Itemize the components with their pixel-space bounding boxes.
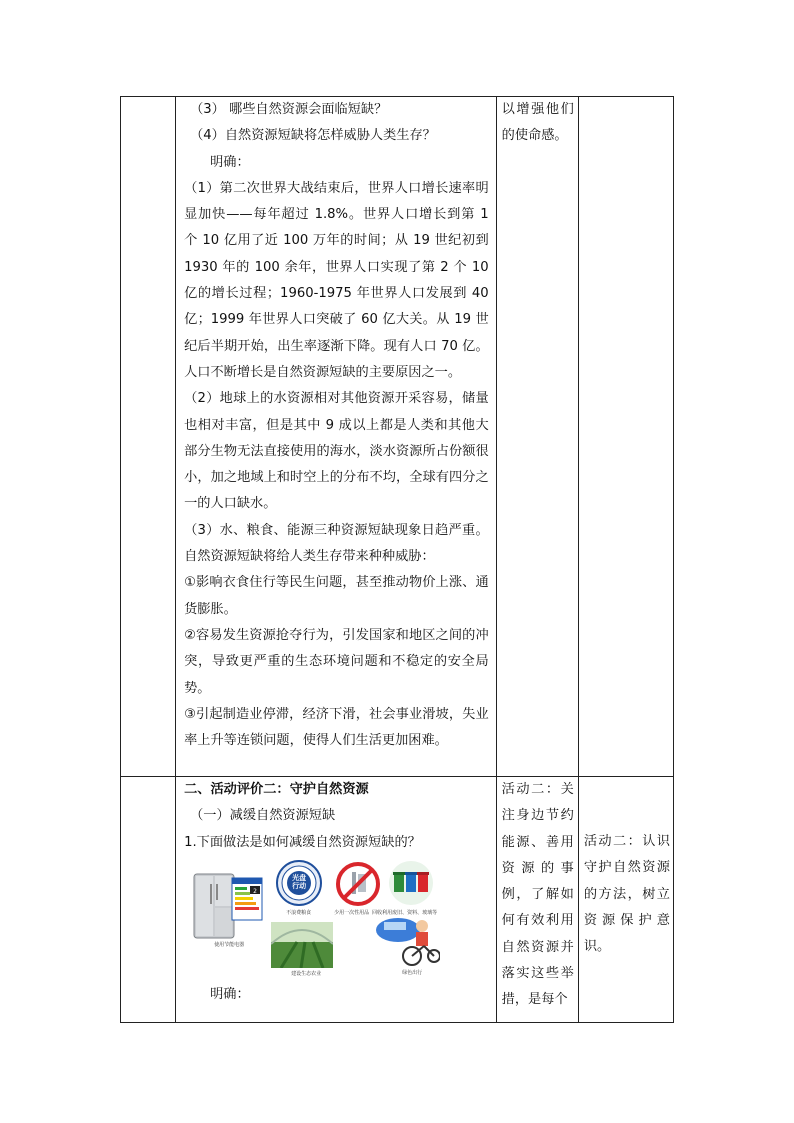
objective-text: 活动二：认识守护自然资源的方法，树立资源保护意识。: [583, 834, 670, 955]
design-intent-text: 以增强他们的使命感。: [501, 102, 574, 144]
empty-cell: [121, 777, 176, 1023]
answer-3: （3）水、粮食、能源三种资源短缺现象日趋严重。自然资源短缺将给人类生存带来种种威胁：: [184, 522, 489, 565]
clean-plate-image: [276, 860, 322, 916]
no-disposable-image: [334, 862, 380, 916]
question-3: （3） 哪些自然资源会面临短缺？: [190, 102, 388, 117]
table-row: [121, 777, 674, 1023]
answer-1: （1）第二次世界大战结束后，世界人口增长速率明显加快——每年超过 1.8%。世界人口增长到第 1 个 10 亿用了近 100 万年的时间；从 19 世纪初到 1930 年的 100 余年，世界人口实现了第 2 个 10 亿的增长过程；1960-1975 年世界人口发展到 40 亿；1999 年世界人口突破了 60 亿大关。从 19 世纪后半期开始，出生率逐渐下降。现有人口 70 亿。人口不断增长是自然资源短缺的主要原因之一。: [184, 180, 489, 380]
energy-grade-text: 2: [253, 887, 258, 895]
no-disposable-caption: 少用一次性用品: [334, 909, 370, 916]
activity-content-cell: [176, 777, 497, 1023]
lesson-table: [120, 96, 674, 1023]
activity-subheading: （一）减缓自然资源短缺: [190, 808, 336, 824]
greenhouse-image: [271, 922, 333, 977]
resource-saving-illustration: [176, 860, 496, 980]
green-travel-caption: 绿色出行: [402, 969, 423, 976]
question-4: （4）自然资源短缺将怎样威胁人类生存？: [190, 128, 436, 144]
clarify-label-2: 明确：: [210, 986, 250, 1002]
threat-1: ①影响衣食住行等民生问题，甚至推动物价上涨、通货膨胀。: [184, 575, 489, 617]
fridge-caption: 使用节能电器: [214, 941, 245, 948]
greenhouse-caption: 建设生态农业: [291, 970, 322, 977]
table-row: [121, 97, 674, 777]
green-travel-image: [376, 912, 440, 974]
recycling-bins-image: [372, 860, 438, 916]
design-intent-cell: [496, 97, 578, 777]
clean-plate-label: 光盘行动: [292, 873, 307, 890]
answer-2: （2）地球上的水资源相对其他资源开采容易，储量也相对丰富，但是其中 9 成以上都是人类和其他大部分生物无法直接使用的海水，淡水资源所占份额很小，加之地域上和时空上的分布不均，全球有四分之一的人口缺水。: [184, 391, 489, 512]
energy-saving-fridge-image: [192, 872, 264, 946]
clarify-label: 明确：: [210, 154, 250, 170]
plate-caption: 不浪费粮食: [286, 909, 312, 916]
teaching-content-cell: [176, 97, 497, 777]
threat-2: ②容易发生资源抢夺行为，引发国家和地区之间的冲突，导致更严重的生态环境问题和不稳定的安全局势。: [184, 627, 489, 696]
objective-cell: [578, 97, 673, 777]
recycling-caption: 回收利用废旧、资料、玻璃等: [372, 909, 438, 916]
objective-cell-2: [578, 777, 673, 1023]
activity-heading: 二、活动评价二：守护自然资源: [184, 782, 369, 797]
activity-question-1: 1.下面做法是如何减缓自然资源短缺的？: [184, 834, 421, 850]
empty-cell: [121, 97, 176, 777]
threat-3: ③引起制造业停滞，经济下滑，社会事业滑坡，失业率上升等连锁问题，使得人们生活更加困难。: [184, 706, 489, 749]
design-intent-cell-2: [496, 777, 578, 1023]
design-intent-text-2: 活动二：关注身边节约能源、善用资源的事例，了解如何有效利用自然资源并落实这些举措，是每个: [501, 782, 574, 1008]
